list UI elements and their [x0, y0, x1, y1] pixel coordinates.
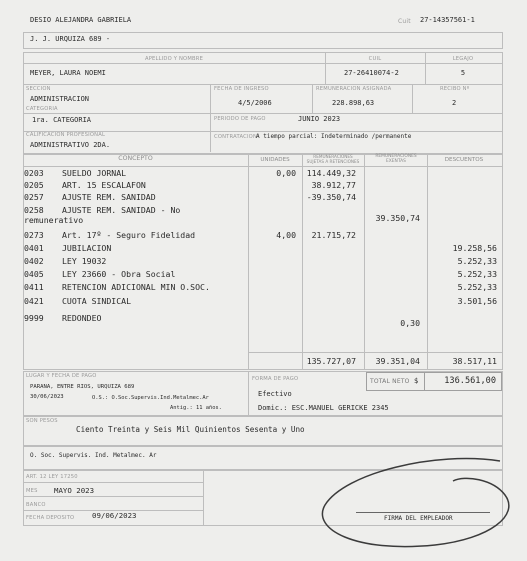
- row-description: SUELDO JORNAL: [62, 168, 127, 178]
- col-rem-exentas: REMUNERACIONES EXENTAS: [375, 154, 417, 164]
- row-units: 4,00: [276, 230, 296, 240]
- row-description: Art. 17º - Seguro Fidelidad: [62, 230, 196, 240]
- obra-social-value: O. Soc. Supervis. Ind. Metalmec. Ar: [30, 452, 157, 459]
- table-row: [0, 230, 527, 242]
- section-label: SECCION: [26, 86, 51, 92]
- calificacion-label: CALIFICACION PROFESIONAL: [26, 132, 106, 138]
- col-rem-sujetas: REMUNERACIONES SUJETAS A RETENCIONES: [306, 154, 360, 164]
- row-code: 0203: [24, 168, 44, 178]
- employer-address: J. J. URQUIZA 689 -: [30, 35, 111, 43]
- mes-value: MAYO 2023: [54, 486, 95, 495]
- table-row: [0, 205, 527, 225]
- row-code: 0401: [24, 243, 44, 253]
- row-descuentos: 5.252,33: [457, 269, 497, 279]
- col-descuentos: DESCUENTOS: [444, 157, 484, 163]
- row-descuentos: 19.258,56: [452, 243, 497, 253]
- fecha-deposito-value: 09/06/2023: [92, 511, 137, 520]
- recibo-value: 2: [452, 99, 457, 107]
- table-row: [0, 269, 527, 281]
- row-description: JUBILACION: [62, 243, 112, 253]
- contratacion-label: CONTRATACION: [214, 134, 258, 140]
- row-rem-exentas: 39.350,74: [375, 213, 420, 223]
- row-description: CUOTA SINDICAL: [62, 296, 132, 306]
- col-unidades: UNIDADES: [260, 157, 290, 163]
- row-rem-exentas: 0,30: [400, 318, 420, 328]
- employee-cuil-label: CUIL: [368, 56, 382, 62]
- place-value: PARANA, ENTRE RIOS, URQUIZA 689: [30, 384, 135, 390]
- son-pesos-label: SON PESOS: [26, 418, 58, 424]
- total-rem-exentas: 39.351,04: [375, 356, 420, 366]
- periodo-value: JUNIO 2023: [298, 115, 341, 123]
- row-code: 0411: [24, 282, 44, 292]
- signature-scribble: [315, 455, 527, 561]
- total-rem-sujetas: 135.727,07: [306, 356, 356, 366]
- son-pesos-text: Ciento Treinta y Seis Mil Quinientos Sesenta y Uno: [76, 425, 305, 434]
- row-code: 0258: [24, 205, 44, 215]
- row-descuentos: 5.252,33: [457, 282, 497, 292]
- table-row: [0, 313, 527, 328]
- row-code: 0405: [24, 269, 44, 279]
- row-description-continued: remunerativo: [24, 215, 84, 225]
- categoria-value: 1ra. CATEGORIA: [32, 116, 92, 124]
- row-description: LEY 23660 - Obra Social: [62, 269, 176, 279]
- row-rem-sujetas: -39.350,74: [306, 192, 356, 202]
- table-row: [0, 180, 527, 192]
- categoria-label: CATEGORIA: [26, 106, 58, 112]
- domicilio-value: Domic.: ESC.MANUEL GERICKE 2345: [258, 404, 389, 412]
- ingreso-label: FECHA DE INGRESO: [214, 86, 269, 92]
- row-code: 0205: [24, 180, 44, 190]
- mes-label: MES: [26, 488, 38, 494]
- table-row: [0, 296, 527, 308]
- os-line: O.S.: O.Soc.Supervis.Ind.Metalmec.Ar: [92, 395, 209, 401]
- employee-name-label: APELLIDO Y NOMBRE: [144, 56, 204, 62]
- contratacion-value: A tiempo parcial: Indeterminado /permanente: [256, 133, 412, 140]
- remuneracion-value: 228.898,63: [332, 99, 375, 107]
- total-descuentos: 38.517,11: [452, 356, 497, 366]
- remuneracion-label: REMUNERACION ASIGNADA: [316, 86, 392, 92]
- section-value: ADMINISTRACION: [30, 95, 90, 103]
- row-description: LEY 19032: [62, 256, 107, 266]
- employer-cuit: 27-14357561-1: [420, 16, 475, 24]
- table-row: [0, 256, 527, 268]
- row-description: AJUSTE REM. SANIDAD - No: [62, 205, 181, 215]
- table-row: [0, 243, 527, 255]
- banco-label: BANCO: [26, 502, 46, 508]
- employee-name: MEYER, LAURA NOEMI: [30, 69, 106, 77]
- table-row: [0, 192, 527, 204]
- employer-name: DESIO ALEJANDRA GABRIELA: [30, 16, 132, 24]
- row-rem-sujetas: 21.715,72: [311, 230, 356, 240]
- row-code: 0257: [24, 192, 44, 202]
- row-description: REDONDEO: [62, 313, 102, 323]
- total-neto-symbol: $: [414, 377, 419, 385]
- employee-legajo: 5: [460, 69, 466, 77]
- row-code: 0273: [24, 230, 44, 240]
- row-description: RETENCION ADICIONAL MIN O.SOC.: [62, 282, 210, 292]
- row-code: 0402: [24, 256, 44, 266]
- row-description: AJUSTE REM. SANIDAD: [62, 192, 156, 202]
- art-label: ART. 12 LEY 17250: [26, 474, 78, 480]
- row-descuentos: 5.252,33: [457, 256, 497, 266]
- row-rem-sujetas: 38.912,77: [311, 180, 356, 190]
- forma-label: FORMA DE PAGO: [252, 376, 299, 382]
- row-description: ART. 15 ESCALAFON: [62, 180, 146, 190]
- recibo-label: RECIBO Nº: [440, 86, 470, 92]
- total-neto-value: 136.561,00: [444, 376, 496, 386]
- row-code: 9999: [24, 313, 44, 323]
- calificacion-value: ADMINISTRATIVO 2DA.: [30, 141, 111, 149]
- forma-value: Efectivo: [258, 390, 292, 398]
- row-code: 0421: [24, 296, 44, 306]
- table-row: [0, 168, 527, 180]
- employee-legajo-label: LEGAJO: [452, 56, 474, 62]
- periodo-label: PERIODO DE PAGO: [214, 116, 266, 122]
- antiguedad: Antig.: 11 años.: [170, 405, 222, 411]
- row-descuentos: 3.501,56: [457, 296, 497, 306]
- signature-label: FIRMA DEL EMPLEADOR: [384, 515, 453, 522]
- employee-cuil: 27-26410074-2: [344, 69, 399, 77]
- fecha-deposito-label: FECHA DEPOSITO: [26, 515, 75, 521]
- payment-date: 30/06/2023: [30, 394, 64, 400]
- col-concepto: CONCEPTO: [118, 155, 153, 162]
- row-rem-sujetas: 114.449,32: [306, 168, 356, 178]
- total-neto-label: TOTAL NETO: [370, 378, 410, 385]
- place-label: LUGAR Y FECHA DE PAGO: [26, 373, 97, 379]
- employer-cuit-label: Cuit: [398, 18, 411, 25]
- ingreso-value: 4/5/2006: [238, 99, 272, 107]
- table-row: [0, 282, 527, 294]
- row-units: 0,00: [276, 168, 296, 178]
